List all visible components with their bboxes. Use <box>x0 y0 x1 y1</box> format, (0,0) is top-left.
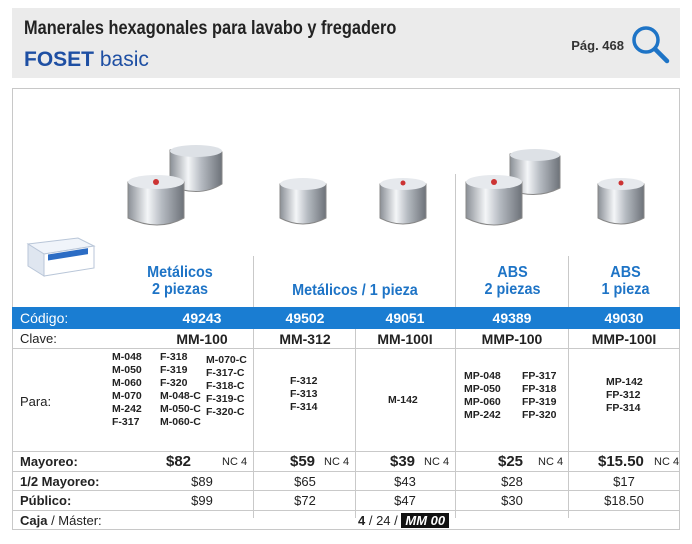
row-divider <box>12 451 680 452</box>
mayoreo-price: $25 <box>498 453 524 470</box>
search-icon[interactable] <box>630 24 670 64</box>
knob-image-pair-abs <box>462 146 572 238</box>
col-divider <box>253 256 254 518</box>
knob-image-mmp100i <box>594 172 648 232</box>
mayoreo-nc: NC 4 <box>538 456 564 468</box>
medio-price: $17 <box>613 474 635 489</box>
col-divider <box>568 256 569 518</box>
caja-label: Caja / Máster: <box>20 513 102 528</box>
para-list: MP-048 MP-050 MP-060 MP-242 <box>464 370 501 421</box>
medio-mayoreo-label: 1/2 Mayoreo: <box>20 474 100 489</box>
code-value: 49243 <box>182 310 222 326</box>
row-divider <box>12 348 680 349</box>
medio-price: $65 <box>294 474 316 489</box>
para-list: F-318 F-319 F-320 M-048-C M-050-C M-060-C <box>160 351 201 428</box>
heading-metal-2pcs: Metálicos 2 piezas <box>147 264 213 298</box>
mayoreo-price: $15.50 <box>598 453 644 470</box>
code-value: 49389 <box>492 310 532 326</box>
knob-image-mm312 <box>276 172 330 232</box>
para-list: MP-142 FP-312 FP-314 <box>606 376 643 414</box>
code-value: 49030 <box>604 310 644 326</box>
publico-price: $99 <box>191 493 213 508</box>
heading-abs-1pc: ABS 1 pieza <box>601 264 650 298</box>
row-divider <box>12 490 680 491</box>
medio-price: $89 <box>191 474 213 489</box>
para-list: M-142 <box>388 394 418 406</box>
mayoreo-nc: NC 4 <box>424 456 450 468</box>
page-header <box>12 8 680 78</box>
caja-badge: MM 00 <box>401 513 449 528</box>
brand-name: FOSET basic <box>24 48 149 71</box>
publico-price: $30 <box>501 493 523 508</box>
package-box-image <box>26 232 96 278</box>
mayoreo-nc: NC 4 <box>222 456 248 468</box>
clave-value: MM-100I <box>377 331 433 347</box>
heading-abs-2pcs: ABS 2 piezas <box>484 264 541 298</box>
publico-price: $18.50 <box>604 493 644 508</box>
mayoreo-nc: NC 4 <box>324 456 350 468</box>
code-label: Código: <box>20 310 69 326</box>
para-list: F-312 F-313 F-314 <box>290 375 318 413</box>
page-number: Pág. 468 <box>571 38 624 53</box>
para-list: FP-317 FP-318 FP-319 FP-320 <box>522 370 557 421</box>
clave-label: Clave: <box>20 331 57 346</box>
code-row <box>12 307 680 329</box>
code-value: 49051 <box>385 310 425 326</box>
code-value: 49502 <box>285 310 325 326</box>
medio-price: $43 <box>394 474 416 489</box>
para-list: M-048 M-050 M-060 M-070 M-242 F-317 <box>112 351 142 428</box>
mayoreo-price: $59 <box>290 453 316 470</box>
mayoreo-label: Mayoreo: <box>20 454 78 469</box>
clave-value: MM-100 <box>176 331 228 347</box>
para-list: M-070-C F-317-C F-318-C F-319-C F-320-C <box>206 354 247 418</box>
knob-image-pair-metal <box>118 142 228 234</box>
page-title: Manerales hexagonales para lavabo y fregadero <box>24 18 397 39</box>
mayoreo-nc: NC 4 <box>654 456 680 468</box>
clave-value: MMP-100 <box>481 331 543 347</box>
mayoreo-price: $39 <box>390 453 416 470</box>
mayoreo-price: $82 <box>166 453 192 470</box>
publico-price: $47 <box>394 493 416 508</box>
publico-price: $72 <box>294 493 316 508</box>
knob-image-mm100i <box>376 172 430 232</box>
publico-label: Público: <box>20 493 72 508</box>
clave-value: MMP-100I <box>591 331 657 347</box>
caja-value: 4 / 24 / MM 00 <box>358 513 449 528</box>
row-divider <box>12 510 680 511</box>
row-divider <box>12 471 680 472</box>
heading-metal-1pc: Metálicos / 1 pieza <box>292 282 418 299</box>
medio-price: $28 <box>501 474 523 489</box>
col-divider <box>455 174 456 518</box>
clave-value: MM-312 <box>279 331 331 347</box>
para-label: Para: <box>20 394 52 409</box>
